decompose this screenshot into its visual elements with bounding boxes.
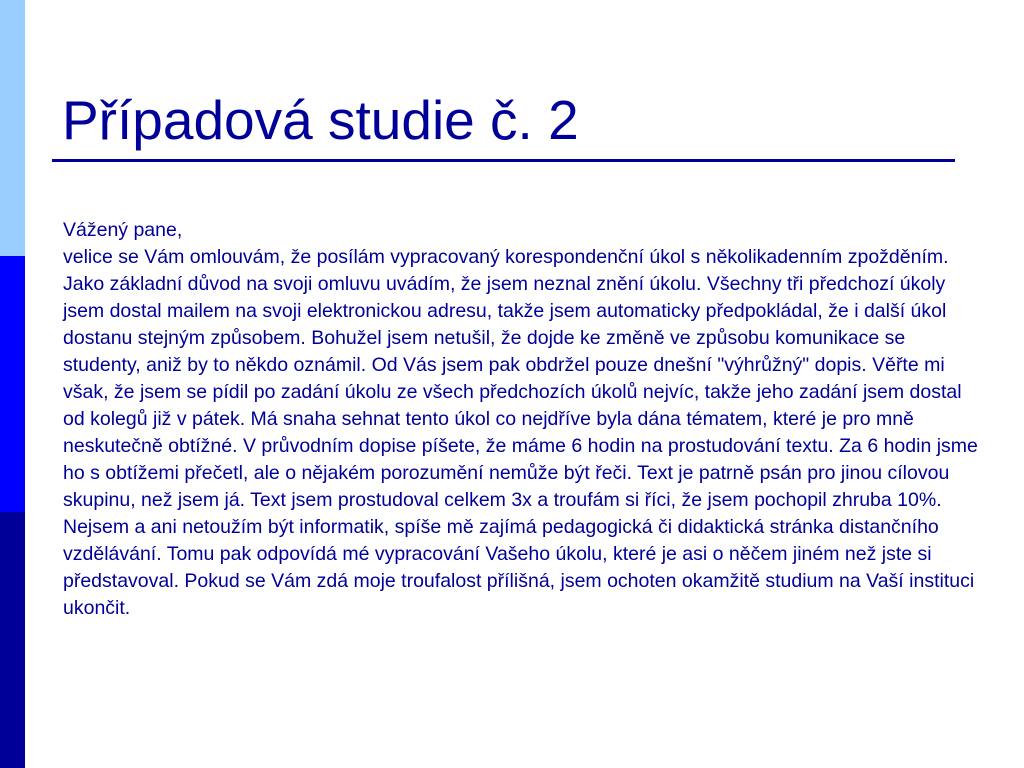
salutation: Vážený pane, [63, 219, 183, 241]
decorative-bar-light [0, 0, 25, 256]
apology-paragraph: velice se Vám omlouvám, že posílám vypracovaný korespondenční úkol s několikadenním zpožděním. [63, 246, 949, 268]
slide-body [63, 217, 978, 622]
explanation-paragraph: Jako základní důvod na svoji omluvu uvádím, že jsem neznal znění úkolu. Všechny tři předchozí úkoly jsem dostal mailem na svoji elektronickou adresu, takže jsem automaticky předpokládal, že i další úkol dostanu stejným způsobem. Bohužel jsem netušil, že dojde ke změně ve způsobu komunikace se studenty, aniž by to někdo oznámil. Od Vás jsem pak obdržel pouze dnešní "výhrůžný" dopis. Věřte mi však, že jsem se pídil po zadání úkolu ze všech předchozích úkolů nejvíc, takže jeho zadání jsem dostal od kolegů již v pátek. Má snaha sehnat tento úkol co nejdříve byla dána tématem, které je pro mně neskutečně obtížné. V průvodním dopise píšete, že máme 6 hodin na prostudování textu. Za 6 hodin jsme ho s obtížemi přečetl, ale o nějakém porozumění nemůže být řeči. Text je patrně psán pro jinou cílovou skupinu, než jsem já. Text jsem prostudoval celkem 3x a troufám si říci, že jsem pochopil zhruba 10%. Nejsem a ani netoužím být informatik, spíše mě zajímá pedagogická či didaktická stránka distančního vzdělávání. Tomu pak odpovídá mé vypracování Vašeho úkolu, které je asi o něčem jiném než jste si představoval. Pokud se Vám zdá moje troufalost přílišná, jsem ochoten okamžitě studium na Vaší instituci ukončit. [63, 273, 978, 619]
title-underline [52, 159, 955, 162]
decorative-bar-dark [0, 512, 25, 768]
slide-title: Případová studie č. 2 [62, 89, 579, 151]
decorative-bar-blue [0, 256, 25, 512]
